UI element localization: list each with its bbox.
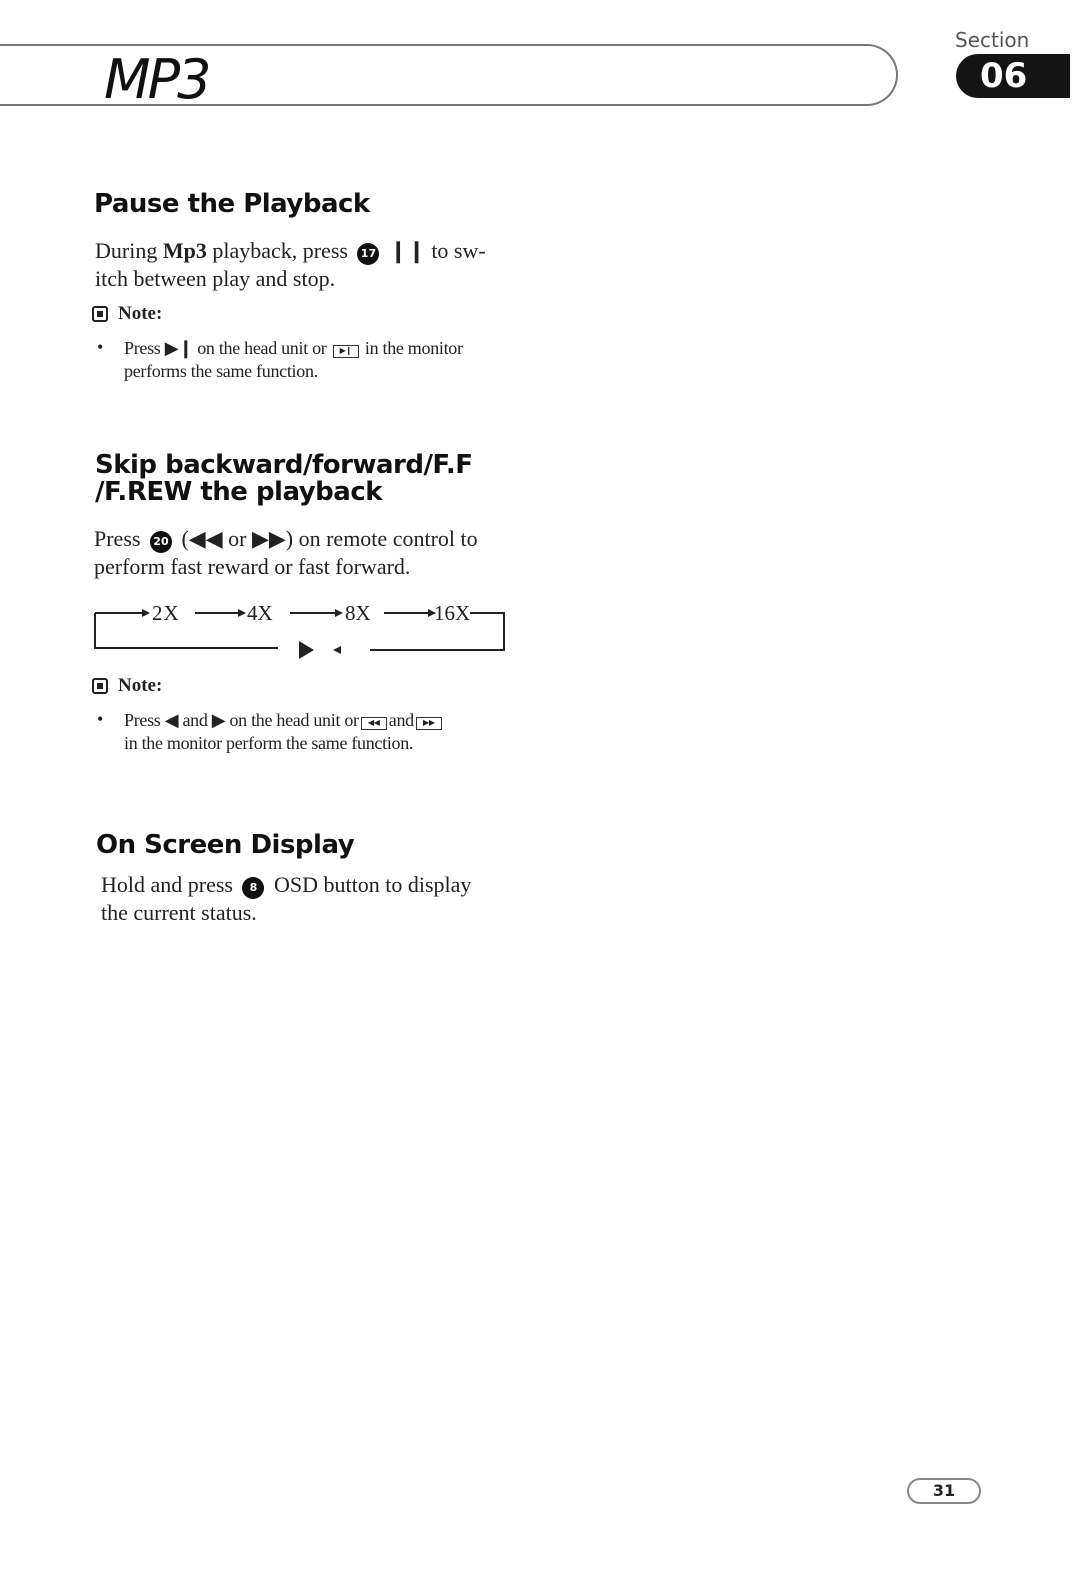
speed-label-16x: 16X xyxy=(434,601,471,625)
arrow-head-1 xyxy=(142,609,150,617)
play-pause-key-icon: ▶❙ xyxy=(333,345,359,358)
speed-label-2x: 2X xyxy=(152,601,180,625)
skip-text-a: Press xyxy=(94,526,146,551)
skip-text-b: (◀◀ or ▶▶) on remote control to xyxy=(175,526,478,551)
speed-cycle-diagram xyxy=(90,595,520,665)
osd-heading: On Screen Display xyxy=(96,830,355,860)
skip-line-2: perform fast reward or fast forward. xyxy=(94,554,411,579)
section-number-badge: 06 xyxy=(956,54,1070,98)
pause-note-body xyxy=(124,337,544,383)
pause-line-2: itch between play and stop. xyxy=(95,266,336,291)
skip-note-line-2: in the monitor perform the same function. xyxy=(124,733,414,753)
pause-text-a: During xyxy=(95,238,163,263)
pause-note-a: Press ▶❙ on the head unit or xyxy=(124,338,331,358)
return-arrow-head xyxy=(333,646,341,654)
skip-note-text: Note: xyxy=(118,675,163,696)
speed-label-4x: 4X xyxy=(247,601,273,625)
button-20-badge: 20 xyxy=(150,531,172,553)
osd-line-1 xyxy=(101,871,561,899)
skip-note-line-1 xyxy=(124,709,544,732)
button-17-badge: 17 xyxy=(357,243,379,265)
osd-text-b: OSD button to display xyxy=(268,872,472,897)
pause-line-1 xyxy=(95,237,555,265)
skip-line-1 xyxy=(94,525,554,553)
play-icon xyxy=(299,641,314,659)
pause-heading: Pause the Playback xyxy=(94,189,370,219)
pause-text-c: ❙❙ to sw- xyxy=(383,238,486,263)
osd-line-2: the current status. xyxy=(101,900,257,925)
forward-key-icon: ▶▶ xyxy=(416,717,442,730)
skip-heading-line-1: Skip backward/forward/F.F xyxy=(95,450,473,480)
pause-note-bullet: • xyxy=(97,337,104,357)
skip-note-label xyxy=(92,675,162,697)
pause-note-line-2: performs the same function. xyxy=(124,361,318,381)
section-label: Section xyxy=(955,28,1030,52)
pause-note-label xyxy=(92,303,162,325)
page-title: MP3 xyxy=(104,48,209,111)
skip-paragraph xyxy=(94,525,554,580)
osd-text-a: Hold and press xyxy=(101,872,239,897)
skip-note-body xyxy=(124,709,544,755)
pause-paragraph xyxy=(95,237,555,292)
note-icon xyxy=(92,678,108,694)
pause-text-b: playback, press xyxy=(206,238,354,263)
skip-note-a: Press ◀ and ▶ on the head unit or xyxy=(124,710,359,730)
arrow-head-3 xyxy=(335,609,343,617)
note-icon xyxy=(92,306,108,322)
skip-note-bullet: • xyxy=(97,709,104,729)
skip-note-and: and xyxy=(388,710,414,730)
pause-note-text: Note: xyxy=(118,303,163,324)
rewind-key-icon: ◀◀ xyxy=(361,717,387,730)
osd-paragraph xyxy=(101,871,561,926)
skip-heading-line-2: /F.REW the playback xyxy=(95,477,383,507)
pause-note-b: in the monitor xyxy=(360,338,463,358)
skip-heading xyxy=(95,452,473,506)
page-number: 31 xyxy=(907,1478,981,1504)
button-8-badge: 8 xyxy=(242,877,264,899)
pause-note-line-1 xyxy=(124,337,544,360)
arrow-head-2 xyxy=(238,609,246,617)
pause-text-bold: Mp3 xyxy=(162,238,207,263)
speed-label-8x: 8X xyxy=(345,601,371,625)
